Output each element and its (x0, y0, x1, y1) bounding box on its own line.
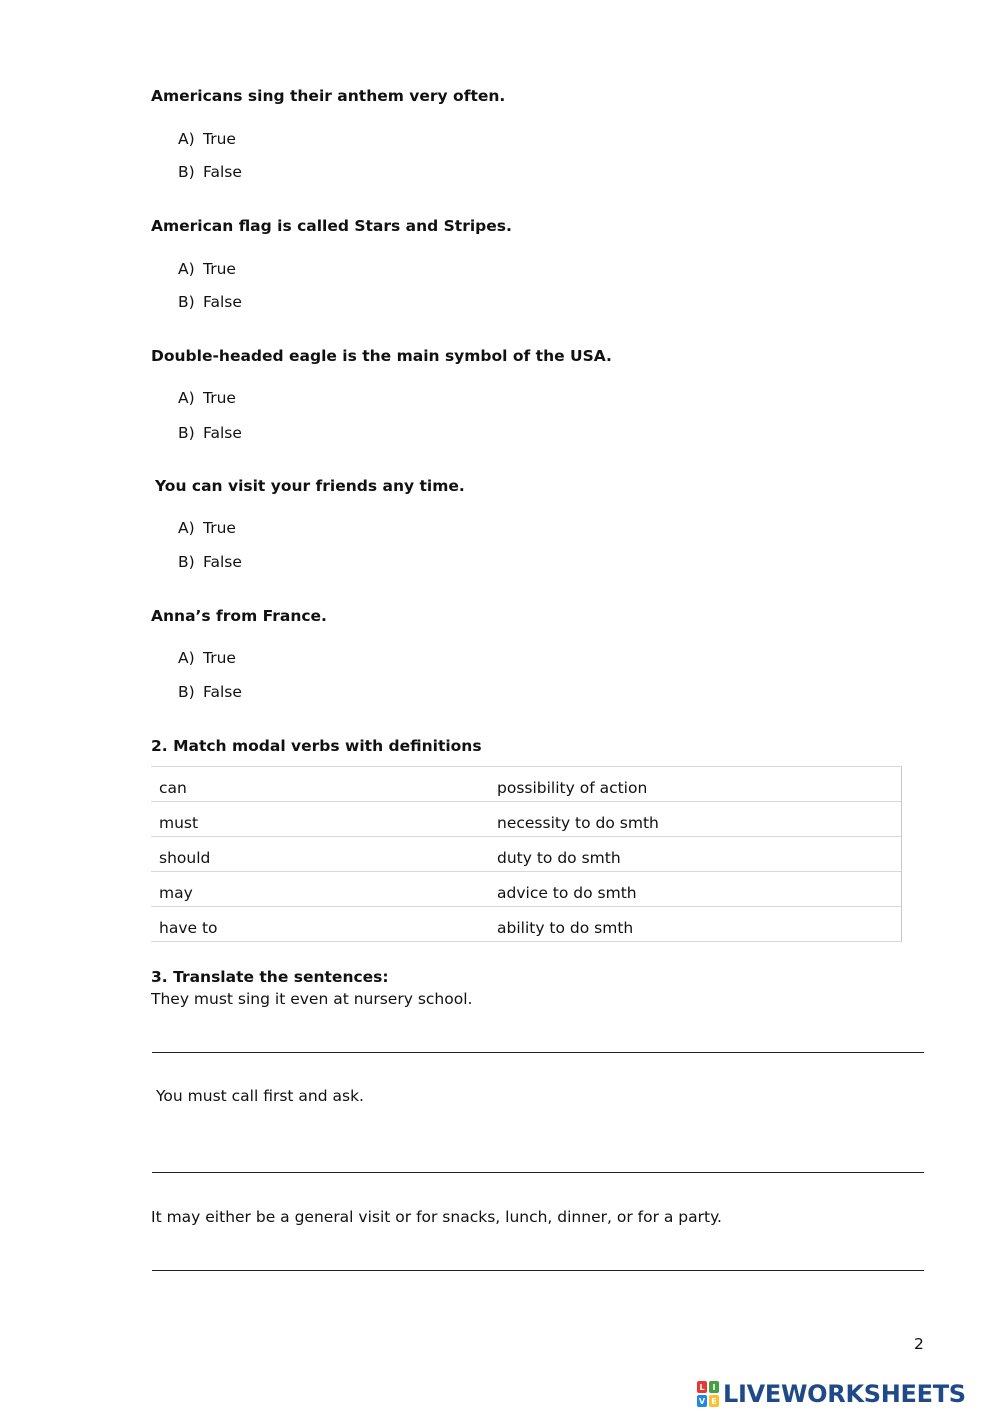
translate-heading: 3. Translate the sentences: (151, 968, 389, 986)
translate-sentence-1: They must sing it even at nursery school. (151, 990, 473, 1008)
question-4-option-b[interactable]: B) False (178, 553, 242, 571)
match-row (151, 802, 901, 837)
match-row (151, 837, 901, 872)
translate-sentence-2: You must call first and ask. (156, 1087, 364, 1105)
question-4-text: You can visit your friends any time. (155, 477, 465, 495)
match-verb[interactable]: must (159, 814, 199, 832)
page-number: 2 (914, 1335, 924, 1353)
logo-grid-letter: E (709, 1395, 719, 1407)
question-1-option-a[interactable]: A) True (178, 130, 236, 148)
match-definition[interactable]: ability to do smth (497, 919, 634, 937)
match-table (151, 766, 902, 942)
match-verb[interactable]: have to (159, 919, 218, 937)
answer-line-3[interactable] (152, 1270, 924, 1271)
logo-text: LIVEWORKSHEETS (723, 1380, 966, 1408)
question-2-option-a[interactable]: A) True (178, 260, 236, 278)
question-1-option-b[interactable]: B) False (178, 163, 242, 181)
question-4-option-a[interactable]: A) True (178, 519, 236, 537)
logo-grid-letter: L (697, 1381, 707, 1393)
question-2-text: American flag is called Stars and Stripes. (151, 217, 512, 235)
logo-grid-letter: V (698, 1396, 706, 1406)
match-definition[interactable]: duty to do smth (497, 849, 621, 867)
question-3-text: Double-headed eagle is the main symbol of the USA. (151, 347, 612, 365)
match-verb[interactable]: should (159, 849, 211, 867)
translate-sentence-3: It may either be a general visit or for snacks, lunch, dinner, or for a party. (151, 1208, 722, 1226)
match-row (151, 872, 901, 907)
question-3-option-a[interactable]: A) True (178, 389, 236, 407)
question-5-option-a[interactable]: A) True (178, 649, 236, 667)
match-definition[interactable]: necessity to do smth (497, 814, 659, 832)
question-5-option-b[interactable]: B) False (178, 683, 242, 701)
match-row (151, 767, 901, 802)
question-5-text: Anna’s from France. (151, 607, 327, 625)
answer-line-1[interactable] (152, 1052, 924, 1053)
match-verb[interactable]: can (159, 779, 187, 797)
question-1-text: Americans sing their anthem very often. (151, 87, 506, 105)
question-2-option-b[interactable]: B) False (178, 293, 242, 311)
match-verb[interactable]: may (159, 884, 193, 902)
liveworksheets-logo (697, 1380, 966, 1408)
match-heading: 2. Match modal verbs with definitions (151, 737, 482, 755)
question-3-option-b[interactable]: B) False (178, 424, 242, 442)
logo-grid-letter: I (709, 1381, 719, 1393)
answer-line-2[interactable] (152, 1172, 924, 1173)
match-definition[interactable]: possibility of action (497, 779, 648, 797)
match-definition[interactable]: advice to do smth (497, 884, 637, 902)
logo-grid-icon (697, 1381, 719, 1407)
match-row (151, 907, 901, 942)
